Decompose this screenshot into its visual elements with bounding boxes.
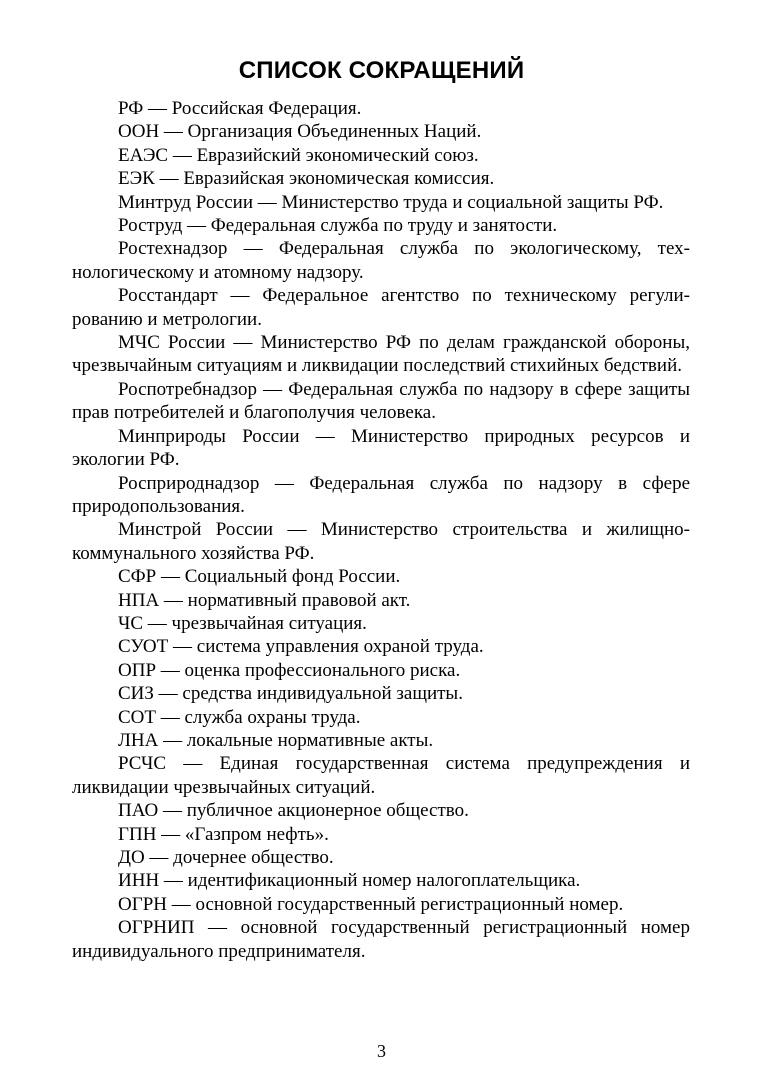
list-item: ОГРНИП — основной государственный регистрационный номер индивидуального предпринимателя.	[72, 917, 690, 962]
list-item: ЧС — чрезвычайная ситуация.	[118, 612, 367, 634]
list-item: ПАО — публичное акционерное общество.	[118, 800, 469, 822]
list-item: Минстрой России — Министерство строительства и жилищно-коммунального хозяйства РФ.	[72, 519, 690, 564]
list-item: НПА — нормативный правовой акт.	[118, 589, 411, 611]
page-title: СПИСОК СОКРАЩЕНИЙ	[238, 57, 525, 84]
list-item: РФ — Российская Федерация.	[118, 98, 362, 119]
list-item: ОПР — оценка профессионального риска.	[118, 659, 461, 681]
abbreviations-list	[72, 97, 690, 963]
list-item: Минтруд России — Министерство труда и социальной защиты РФ.	[118, 191, 664, 213]
list-item: ЕАЭС — Евразийский экономический союз.	[118, 144, 479, 166]
list-item: Ростехнадзор — Федеральная служба по экологическому, технологическому и атомному надзору.	[72, 238, 690, 283]
list-item: ЕЭК — Евразийская экономическая комиссия.	[118, 168, 495, 190]
list-item: ОГРН — основной государственный регистрационный номер.	[118, 893, 624, 915]
list-item: СУОТ — система управления охраной труда.	[118, 636, 484, 658]
list-item: ЛНА — локальные нормативные акты.	[118, 729, 434, 751]
list-item: СОТ — служба охраны труда.	[118, 706, 361, 728]
list-item: Росстандарт — Федеральное агентство по техническому регулированию и метрологии.	[72, 285, 690, 330]
list-item: ООН — Организация Объединенных Наций.	[118, 121, 482, 143]
list-item: ДО — дочернее общество.	[118, 847, 334, 868]
list-item: СИЗ — средства индивидуальной защиты.	[118, 683, 463, 705]
list-item: МЧС России — Министерство РФ по делам гражданской обороны, чрезвычайным ситуациям и ликвидации последствий стихийных бедствий.	[72, 332, 690, 377]
list-item: ИНН — идентификационный номер налогоплательщика.	[118, 870, 581, 892]
list-item: РСЧС — Единая государственная система предупреждения и ликвидации чрезвычайных ситуаций.	[72, 753, 690, 798]
list-item: Минприроды России — Министерство природных ресурсов и экологии РФ.	[72, 425, 690, 471]
list-item: ГПН — «Газпром нефть».	[118, 823, 329, 845]
list-item: Роспотребнадзор — Федеральная служба по надзору в сфере защиты прав потребителей и благополучия человека.	[72, 378, 690, 424]
list-item: Росприроднадзор — Федеральная служба по надзору в сфере природопользования.	[72, 472, 690, 517]
list-item: СФР — Социальный фонд России.	[118, 566, 401, 588]
page-number: 3	[377, 1041, 386, 1061]
list-item: Роструд — Федеральная служба по труду и занятости.	[118, 215, 558, 237]
